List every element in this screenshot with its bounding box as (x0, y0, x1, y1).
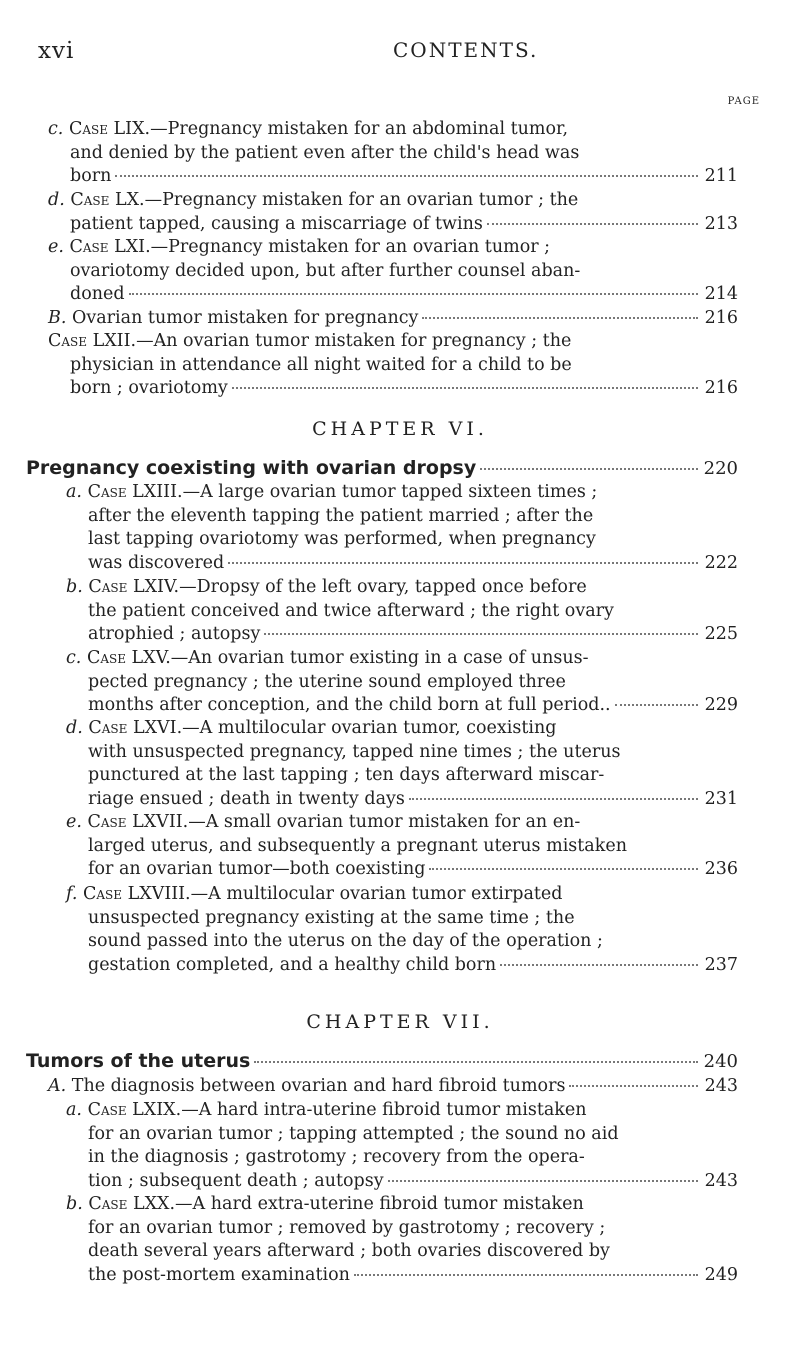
entry-line (48, 377, 738, 401)
entry-text (48, 307, 418, 331)
case-number: Case LXX. (88, 1194, 176, 1214)
entry-marker: e. (66, 812, 82, 832)
entry-page-number: 243 (704, 1076, 738, 1096)
entry-description: patient tapped, causing a miscarriage of twins (70, 213, 483, 234)
entry-description: born (70, 166, 112, 186)
entry-line (48, 354, 738, 378)
entry-description: larged uterus, and subsequently a pregnant uterus mistaken (88, 835, 627, 856)
entry-page-number: 213 (704, 213, 738, 234)
entry-description: —Pregnancy mistaken for an abdominal tumor, (150, 119, 569, 139)
entry-text (48, 330, 571, 354)
chapter-heading: CHAPTER VI. (312, 418, 488, 440)
case-number: Case LXIV. (88, 577, 180, 597)
entry-line (66, 1123, 738, 1147)
case-number: Case LXII. (48, 331, 137, 351)
entry-line (66, 671, 738, 695)
entry-text (88, 858, 425, 882)
entry-line (66, 1264, 738, 1288)
toc-entry (66, 811, 738, 882)
entry-line (66, 505, 738, 529)
toc-entry (66, 576, 738, 647)
entry-text (88, 1170, 384, 1194)
entry-text (70, 165, 111, 189)
entry-description: in the diagnosis ; gastrotomy ; recovery from the opera- (88, 1147, 585, 1167)
entry-line (66, 835, 738, 859)
entry-description: months after conception, and the child born at full period.. (88, 695, 611, 715)
entry-line (66, 717, 738, 741)
entry-text (48, 118, 568, 142)
entry-text (66, 1193, 584, 1217)
entry-description: The diagnosis between ovarian and hard fibroid tumors (71, 1076, 566, 1096)
entry-description: for an ovarian tumor ; tapping attempted ; the sound no aid (88, 1123, 619, 1144)
entry-text (88, 1264, 350, 1288)
entry-text (88, 835, 627, 859)
entry-line (66, 811, 738, 835)
entry-text (88, 552, 224, 576)
dot-leader (487, 223, 698, 225)
dot-leader (388, 1180, 698, 1182)
entry-text (88, 1240, 610, 1264)
section-page: 220 (703, 458, 738, 479)
entry-text (66, 1099, 587, 1123)
entry-text (70, 213, 483, 237)
entry-line (66, 1240, 738, 1264)
toc-entry (66, 481, 738, 575)
entry-page-number: 225 (704, 624, 738, 644)
toc-entry (48, 1075, 738, 1099)
dot-leader (500, 964, 698, 966)
entry-description: for an ovarian tumor—both coexisting (88, 859, 426, 879)
entry-line (48, 213, 738, 237)
entry-description: pected pregnancy ; the uterine sound employed three (88, 671, 566, 692)
entry-marker: f. (66, 884, 78, 904)
entry-description: last tapping ovariotomy was performed, when pregnancy (88, 529, 596, 549)
toc-entry (48, 236, 738, 307)
entry-text (88, 671, 566, 695)
entry-page-number: 236 (704, 859, 738, 879)
running-title: CONTENTS. (393, 38, 539, 62)
entry-text (48, 236, 550, 260)
dot-leader (129, 293, 698, 295)
case-number: Case LIX. (68, 119, 151, 139)
entry-marker: c. (66, 648, 82, 668)
entry-line (66, 1217, 738, 1241)
entry-marker: a. (66, 482, 82, 502)
chapter-heading: CHAPTER VII. (306, 1011, 494, 1033)
entry-description: gestation completed, and a healthy child born (88, 954, 497, 975)
entry-description: physician in attendance all night waited for a child to be (70, 354, 572, 375)
entry-line (66, 954, 738, 978)
entry-page-number: 229 (704, 695, 738, 715)
entry-line (66, 623, 738, 647)
dot-leader (254, 1061, 698, 1063)
entry-marker: a. (66, 1100, 82, 1120)
entry-text (70, 377, 228, 401)
entry-line (48, 236, 738, 260)
entry-text (88, 1123, 619, 1147)
entry-text (88, 930, 603, 954)
section-page: 240 (703, 1051, 738, 1072)
entry-line (66, 741, 738, 765)
entry-line (66, 858, 738, 882)
entry-page-number: 243 (704, 1170, 738, 1191)
entry-line (48, 165, 738, 189)
entry-page-number: 216 (704, 308, 738, 328)
entry-line (48, 283, 738, 307)
case-number: Case LXI. (69, 237, 151, 257)
entry-marker: b. (66, 577, 83, 597)
entry-description: born ; ovariotomy (70, 378, 228, 398)
case-number: Case LXVII. (87, 812, 189, 832)
entry-marker: d. (48, 190, 65, 210)
entry-text (66, 811, 580, 835)
entry-description: tion ; subsequent death ; autopsy (88, 1170, 384, 1191)
entry-line (66, 647, 738, 671)
page-column-label: PAGE (727, 96, 760, 107)
entry-marker: e. (48, 237, 64, 257)
entry-description: the patient conceived and twice afterward ; the right ovary (88, 600, 614, 621)
entry-description: —An ovarian tumor mistaken for pregnancy ; the (136, 331, 572, 351)
entry-text (66, 717, 556, 741)
section-title: Pregnancy coexisting with ovarian dropsy (26, 457, 477, 479)
entry-text (88, 954, 496, 978)
entry-page-number: 237 (704, 954, 738, 975)
entry-page-number: 214 (704, 284, 738, 304)
section-heading (26, 1050, 738, 1072)
entry-line (48, 189, 738, 213)
entry-text (70, 142, 579, 166)
entry-text (88, 741, 620, 765)
dot-leader (480, 468, 698, 470)
entry-page-number: 216 (704, 378, 738, 398)
case-number: Case LXVIII. (83, 884, 191, 904)
entry-text (88, 1146, 585, 1170)
entry-text (66, 576, 587, 600)
entry-line (66, 1146, 738, 1170)
entry-line (66, 788, 738, 812)
entry-line (66, 600, 738, 624)
entry-description: with unsuspected pregnancy, tapped nine times ; the uterus (88, 741, 621, 762)
entry-description: and denied by the patient even after the child's head was (70, 142, 580, 163)
entry-description: doned (70, 284, 125, 304)
dot-leader (264, 633, 698, 635)
entry-line (48, 118, 738, 142)
entry-text (88, 907, 575, 931)
running-header (38, 38, 760, 64)
dot-leader (422, 317, 698, 319)
entry-text (88, 788, 405, 812)
entry-text (48, 189, 578, 213)
case-number: Case LXIII. (87, 482, 183, 502)
entry-line (66, 764, 738, 788)
dot-leader (228, 562, 698, 564)
entry-description: —A large ovarian tumor tapped sixteen times ; (182, 482, 598, 502)
case-number: Case LXIX. (87, 1100, 182, 1120)
entry-description: riage ensued ; death in twenty days (88, 788, 405, 809)
entry-marker: b. (66, 1194, 83, 1214)
entry-line (66, 883, 738, 907)
dot-leader (569, 1085, 698, 1087)
entry-description: for an ovarian tumor ; removed by gastrotomy ; recovery ; (88, 1217, 606, 1238)
entry-description: atrophied ; autopsy (88, 624, 261, 644)
dot-leader (115, 175, 698, 177)
entry-line (48, 330, 738, 354)
entry-description: the post-mortem examination (88, 1264, 350, 1285)
entry-text (66, 481, 597, 505)
entry-line (66, 552, 738, 576)
entry-line (48, 1075, 738, 1099)
toc-entry (66, 1099, 738, 1193)
section-heading (26, 457, 738, 479)
entry-description: punctured at the last tapping ; ten days afterward miscar- (88, 765, 605, 785)
entry-text (88, 1217, 605, 1241)
toc-entry (66, 1193, 738, 1287)
entry-text (88, 528, 596, 552)
page-number: xvi (38, 38, 75, 64)
entry-marker: A. (48, 1076, 67, 1096)
entry-page-number: 231 (704, 788, 738, 809)
toc-entry (66, 883, 738, 977)
entry-line (66, 528, 738, 552)
entry-description: death several years afterward ; both ovaries discovered by (88, 1241, 610, 1261)
toc-entry (48, 307, 738, 331)
entry-text (88, 764, 604, 788)
dot-leader (232, 387, 698, 389)
entry-page-number: 249 (704, 1264, 738, 1285)
entry-marker: d. (66, 718, 83, 738)
entry-text (70, 283, 125, 307)
entry-text (88, 623, 260, 647)
entry-description: —A small ovarian tumor mistaken for an en- (188, 812, 581, 832)
entry-description: —A multilocular ovarian tumor, coexisting (182, 718, 557, 738)
entry-text (66, 647, 589, 671)
entry-text (88, 694, 611, 718)
entry-line (66, 576, 738, 600)
entry-description: was discovered (88, 552, 225, 573)
case-number: Case LXVI. (88, 718, 183, 738)
dot-leader (429, 868, 698, 870)
section-title: Tumors of the uterus (26, 1050, 251, 1072)
entry-page-number: 211 (704, 166, 738, 186)
entry-line (66, 1099, 738, 1123)
entry-marker: c. (48, 119, 64, 139)
entry-description: —An ovarian tumor existing in a case of unsus- (170, 648, 589, 668)
entry-description: Ovarian tumor mistaken for pregnancy (72, 308, 419, 328)
entry-line (48, 142, 738, 166)
case-number: Case LX. (70, 190, 145, 210)
entry-line (66, 1193, 738, 1217)
entry-marker: B. (48, 308, 67, 328)
toc-entry (48, 330, 738, 401)
entry-text (48, 1075, 565, 1099)
entry-text (88, 600, 614, 624)
toc-entry (48, 118, 738, 189)
toc-entry (48, 189, 738, 236)
entry-text (70, 354, 572, 378)
dot-leader (615, 704, 698, 706)
entry-line (48, 307, 738, 331)
entry-line (66, 1170, 738, 1194)
entry-page-number: 222 (704, 552, 738, 573)
entry-line (48, 260, 738, 284)
entry-line (66, 907, 738, 931)
entry-description: —Pregnancy mistaken for an ovarian tumor ; (150, 237, 551, 257)
case-number: Case LXV. (86, 648, 171, 668)
dot-leader (409, 798, 698, 800)
entry-description: —A multilocular ovarian tumor extirpated (190, 884, 563, 904)
entry-description: unsuspected pregnancy existing at the same time ; the (88, 907, 575, 928)
entry-text (88, 505, 593, 529)
toc-entry (66, 647, 738, 718)
entry-line (66, 481, 738, 505)
entry-description: —A hard intra-uterine fibroid tumor mistaken (181, 1100, 587, 1120)
entry-description: sound passed into the uterus on the day of the operation ; (88, 931, 603, 951)
entry-line (66, 930, 738, 954)
entry-description: —A hard extra-uterine fibroid tumor mistaken (175, 1194, 584, 1214)
entry-line (66, 694, 738, 718)
entry-description: —Pregnancy mistaken for an ovarian tumor ; the (144, 190, 579, 210)
entry-description: after the eleventh tapping the patient married ; after the (88, 505, 594, 526)
entry-description: —Dropsy of the left ovary, tapped once before (179, 577, 587, 597)
entry-text (70, 260, 580, 284)
entry-text (66, 883, 562, 907)
dot-leader (354, 1274, 698, 1276)
toc-entry (66, 717, 738, 811)
entry-description: ovariotomy decided upon, but after further counsel aban- (70, 260, 581, 281)
